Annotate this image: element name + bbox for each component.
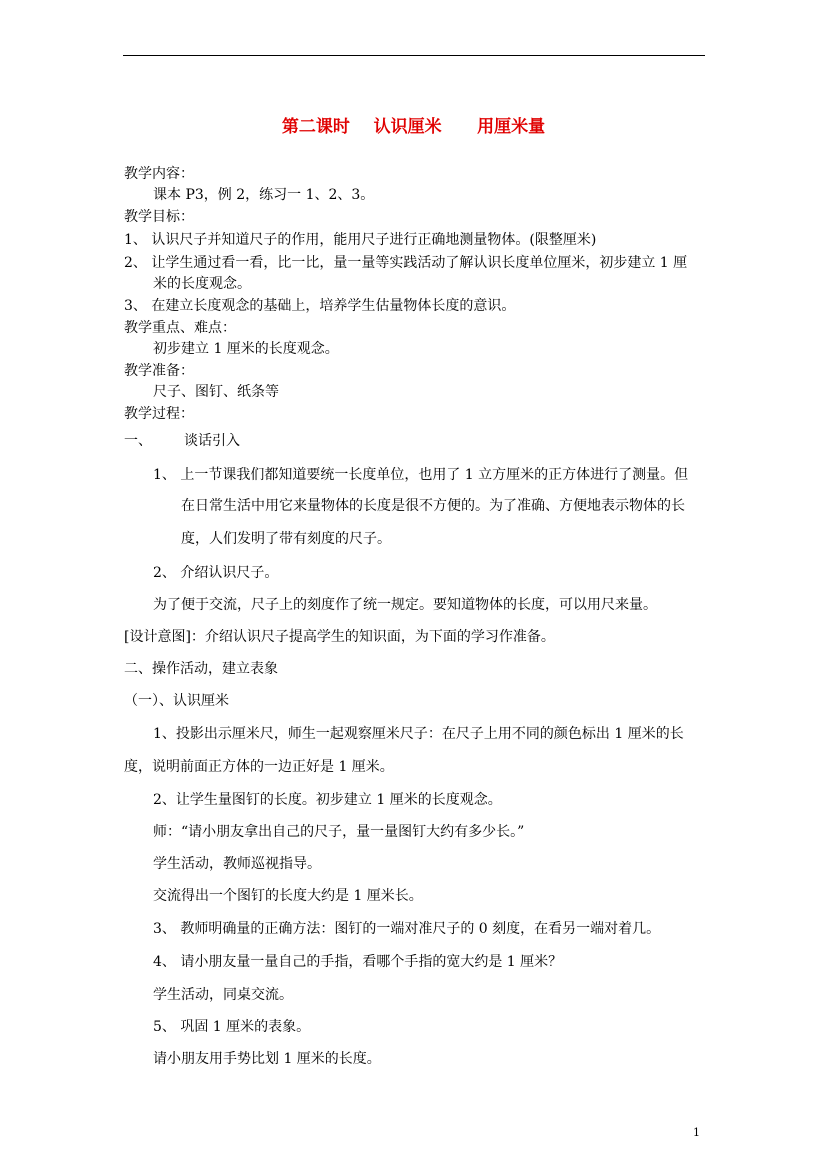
text-line: 在日常生活中用它来量物体的长度是很不方便的。为了准确、方便地表示物体的长	[181, 498, 685, 514]
text-line: 5、 巩固 1 厘米的表象。	[153, 1019, 311, 1035]
text-line: 3、 在建立长度观念的基础上，培养学生估量物体长度的意识。	[124, 298, 516, 314]
lesson-title: 第二课时 认识厘米 用厘米量	[281, 117, 546, 137]
text-line: 1、 认识尺子并知道尺子的作用，能用尺子进行正确地测量物体。(限整厘米)	[124, 232, 597, 248]
text-line: 交流得出一个图钉的长度大约是 1 厘米长。	[153, 888, 423, 904]
text-line: 请小朋友用手势比划 1 厘米的长度。	[153, 1051, 381, 1067]
header-rule	[123, 55, 705, 56]
text-line: 课本 P3，例 2，练习一 1、2、3。	[153, 187, 375, 203]
text-line: 3、 教师明确量的正确方法：图钉的一端对准尺子的 0 刻度，在看另一端对着几。	[153, 921, 661, 937]
section-number: 一、	[124, 433, 152, 449]
text-line: 学生活动，教师巡视指导。	[153, 856, 321, 872]
text-line: 2、让学生量图钉的长度。初步建立 1 厘米的长度观念。	[153, 792, 502, 808]
subsection-heading: （一）、认识厘米	[124, 693, 229, 709]
text-line: 教学目标：	[124, 209, 194, 225]
section-heading: 二、操作活动，建立表象	[124, 661, 278, 677]
text-line: 米的长度观念。	[153, 276, 251, 292]
page-number: 1	[693, 1126, 700, 1139]
text-line: 师：“请小朋友拿出自己的尺子，量一量图钉大约有多少长。”	[153, 824, 525, 840]
text-line: 为了便于交流，尺子上的刻度作了统一规定。要知道物体的长度，可以用尺来量。	[153, 597, 657, 613]
text-line: 2、 介绍认识尺子。	[153, 565, 279, 581]
design-intent: [设计意图]：介绍认识尺子提高学生的知识面，为下面的学习作准备。	[124, 629, 555, 645]
text-line: 1、投影出示厘米尺，师生一起观察厘米尺子：在尺子上用不同的颜色标出 1 厘米的长	[153, 726, 684, 742]
text-line: 教学内容：	[124, 166, 194, 182]
text-line: 1、 上一节课我们都知道要统一长度单位，也用了 1 立方厘米的正方体进行了测量。但	[153, 467, 689, 483]
text-line: 度，说明前面正方体的一边正好是 1 厘米。	[124, 759, 394, 775]
text-line: 教学过程：	[124, 406, 194, 422]
text-line: 尺子、图钉、纸条等	[153, 384, 279, 400]
text-line: 2、 让学生通过看一看，比一比，量一量等实践活动了解认识长度单位厘米，初步建立 1 厘	[124, 255, 688, 271]
text-line: 初步建立 1 厘米的长度观念。	[153, 341, 339, 357]
text-line: 4、 请小朋友量一量自己的手指，看哪个手指的宽大约是 1 厘米？	[153, 954, 563, 970]
section-heading: 谈话引入	[184, 433, 240, 449]
text-line: 度，人们发明了带有刻度的尺子。	[181, 531, 391, 547]
text-line: 学生活动，同桌交流。	[153, 987, 293, 1003]
text-line: 教学准备：	[124, 363, 194, 379]
text-line: 教学重点、难点：	[124, 320, 236, 336]
